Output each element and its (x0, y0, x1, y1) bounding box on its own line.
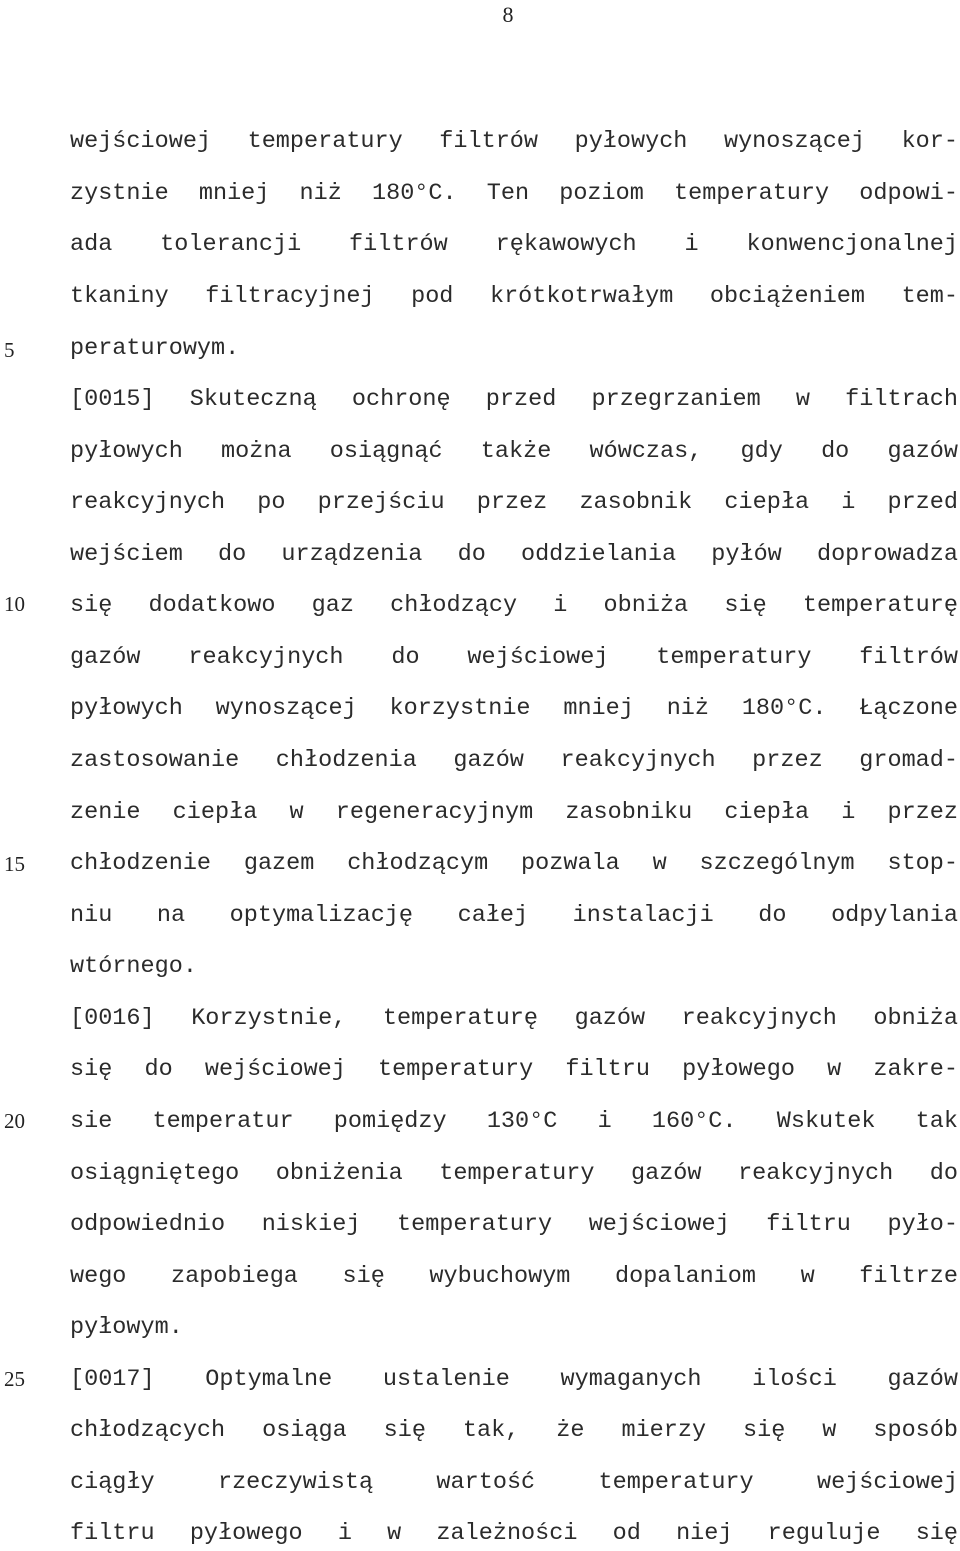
text-line: osiągniętego obniżenia temperatury gazów reakcyjnych do (70, 1160, 958, 1187)
text-line: [0016] Korzystnie, temperaturę gazów reakcyjnych obniża (70, 1005, 958, 1032)
line-number: 15 (4, 852, 25, 876)
text-line: niu na optymalizację całej instalacji do odpylania (70, 902, 958, 929)
text-line: się dodatkowo gaz chłodzący i obniża się temperaturę (70, 592, 958, 619)
text-line: reakcyjnych po przejściu przez zasobnik ciepła i przed (70, 489, 958, 516)
text-line: pyłowych wynoszącej korzystnie mniej niż 180°C. Łączone (70, 695, 958, 722)
text-line: wtórnego. (70, 953, 197, 980)
text-line: wejściem do urządzenia do oddzielania pyłów doprowadza (70, 541, 958, 568)
line-number: 5 (4, 338, 15, 362)
text-line: sie temperatur pomiędzy 130°C i 160°C. Wskutek tak (70, 1108, 958, 1135)
text-line: filtru pyłowego i w zależności od niej reguluje się (70, 1520, 958, 1547)
text-line: ciągły rzeczywistą wartość temperatury wejściowej (70, 1469, 958, 1496)
line-number: 20 (4, 1109, 25, 1133)
text-line: ada tolerancji filtrów rękawowych i konwencjonalnej (70, 231, 958, 258)
text-line: peraturowym. (70, 335, 240, 362)
text-line: gazów reakcyjnych do wejściowej temperatury filtrów (70, 644, 958, 671)
text-line: [0017] Optymalne ustalenie wymaganych ilości gazów (70, 1366, 958, 1393)
text-line: pyłowym. (70, 1314, 183, 1341)
text-line: wego zapobiega się wybuchowym dopalaniom w filtrze (70, 1263, 958, 1290)
text-line: pyłowych można osiągnąć także wówczas, gdy do gazów (70, 438, 958, 465)
text-line: tkaniny filtracyjnej pod krótkotrwałym obciążeniem tem- (70, 283, 958, 310)
line-number: 10 (4, 592, 25, 616)
text-line: chłodzących osiąga się tak, że mierzy się w sposób (70, 1417, 958, 1444)
page-number: 8 (502, 2, 514, 27)
line-number: 25 (4, 1367, 25, 1391)
text-line: [0015] Skuteczną ochronę przed przegrzaniem w filtrach (70, 386, 958, 413)
text-line: zenie ciepła w regeneracyjnym zasobniku ciepła i przez (70, 799, 958, 826)
text-line: się do wejściowej temperatury filtru pyłowego w zakre- (70, 1056, 958, 1083)
text-line: zystnie mniej niż 180°C. Ten poziom temperatury odpowi- (70, 180, 958, 207)
text-line: wejściowej temperatury filtrów pyłowych wynoszącej kor- (70, 128, 958, 155)
text-line: zastosowanie chłodzenia gazów reakcyjnych przez gromad- (70, 747, 958, 774)
text-line: chłodzenie gazem chłodzącym pozwala w szczególnym stop- (70, 850, 958, 877)
text-line: odpowiednio niskiej temperatury wejściowej filtru pyło- (70, 1211, 958, 1238)
